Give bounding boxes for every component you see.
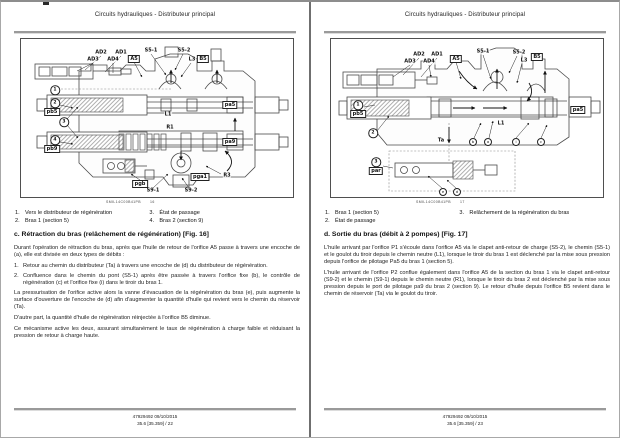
numbered-item: 2. Confluence dans le chemin du pont (S5-1) après être passée à travers l'orifice fixe (b), le contrôle de régénération (c) et l'orifice fixe (i) dans le tiroir du bras 1. <box>14 273 300 286</box>
section-heading: d. Sortie du bras (débit à 2 pompes) [Fig. 17] <box>324 231 468 238</box>
path-label-l3: L3 <box>520 57 528 64</box>
body-text <box>14 245 300 344</box>
figure-caption: SMIL14C00B41PB 17 <box>416 200 465 204</box>
path-label-s9-1: S9-1 <box>146 187 160 194</box>
path-label-s9-2: S9-2 <box>184 187 198 194</box>
legend-item: 2. État de passage <box>325 218 376 224</box>
section-heading: c. Rétraction du bras (relâchement de régénération) [Fig. 16] <box>14 231 209 238</box>
legend-item: 3. Relâchement de la régénération du bras <box>459 210 570 216</box>
legend-item: 3. État de passage <box>149 210 200 216</box>
callout-2: 2 <box>50 98 60 108</box>
path-label-r3: R3 <box>223 172 231 179</box>
callout-3: 3 <box>371 157 381 167</box>
port-label-pb9: pb9 <box>44 145 60 153</box>
path-label-s5-1: S5-1 <box>476 48 490 55</box>
port-label-pgb: pgb <box>132 180 148 188</box>
footer-doc-number: 47929492 09/10/2015 <box>442 414 488 419</box>
figure-16 <box>20 38 294 198</box>
port-label-pga1: pga1 <box>190 173 209 181</box>
detail-callout-a: a <box>484 138 492 146</box>
detail-callout-e: e <box>439 188 447 196</box>
callout-3: 3 <box>59 117 69 127</box>
footer-rule <box>324 408 606 410</box>
port-label-pa5: pa5 <box>222 101 237 109</box>
detail-callout-i: i <box>512 138 520 146</box>
paragraph: D'autre part, la quantité d'huile de régénération réinjectée à l'orifice B5 diminue. <box>14 315 211 321</box>
legend-item: 4. Bras 2 (section 9) <box>149 218 204 224</box>
port-label-b5: B5 <box>197 55 209 63</box>
detail-callout-c: c <box>537 138 545 146</box>
detail-callout-b: b <box>469 138 477 146</box>
detail-callout-d: d <box>453 188 461 196</box>
header-rule <box>324 31 606 33</box>
legend-item: 2. Bras 1 (section 5) <box>15 218 69 224</box>
path-label-ta: Ta <box>437 137 445 144</box>
path-label-s5-2: S5-2 <box>177 47 191 54</box>
running-header: Circuits hydrauliques - Distributeur principal <box>94 12 216 18</box>
port-label-pb5: pb5 <box>44 108 60 116</box>
port-label-pa9: pa9 <box>222 138 237 146</box>
callout-4: 4 <box>50 135 60 145</box>
port-label-a5: A5 <box>128 55 140 63</box>
port-label-ad1: AD1 <box>431 51 443 58</box>
figure-legend <box>15 209 301 225</box>
paragraph: L'huile arrivant de l'orifice P2 conflue également dans l'orifice A5 de la section du bras 1 via le clapet anti-retour (S9-2) et le chemin (S9-1) depuis le chemin neutre (R1), lorsque le tiroir du bras 2 est déclenché par la mise sous pression depuis le port de pilotage pa9 du bras 2 (section 9). Le retour d'huile depuis l'orifice B5 revient dans le chemin de réservoir (Ta) via le goulot du tiroir. <box>324 270 610 297</box>
callout-1: 1 <box>50 85 60 95</box>
legend-item: 1. Vers le distributeur de régénération <box>15 210 113 216</box>
numbered-item: 1. Retour au chemin du distributeur (Ta) à travers une encoche de (d) du distributeur de régénération. <box>14 263 268 269</box>
port-label-ad3: AD3 <box>87 56 99 63</box>
callout-2: 2 <box>368 128 378 138</box>
port-label-a5: A5 <box>450 55 462 63</box>
path-label-l1: L1 <box>164 111 172 118</box>
paragraph: La pressurisation de l'orifice active alors la vanne d'évacuation de la régénération du bras (e), puis augmente la surface d'ouverture de l'encoche de (d) afin d'augmenter la quantité d'huile qui revient vers le chemin du réservoir (Ta). <box>14 290 300 310</box>
footer-page-number: 35.6 [35.359] / 22 <box>137 420 173 426</box>
path-label-s5-1: S5-1 <box>144 47 158 54</box>
port-label-pa5: pa5 <box>570 106 585 114</box>
running-header: Circuits hydrauliques - Distributeur principal <box>404 12 526 18</box>
port-label-b5: B5 <box>531 53 543 61</box>
footer-doc-number: 47929492 09/10/2015 <box>132 414 178 419</box>
port-label-ad4: AD4 <box>423 58 435 65</box>
path-label-l1: L1 <box>497 120 505 127</box>
path-label-s5-2: S5-2 <box>512 49 526 56</box>
port-label-ad1: AD1 <box>115 49 127 56</box>
footer-page-number: 35.6 [35.359] / 23 <box>447 420 483 426</box>
port-label-ad2: AD2 <box>413 51 425 58</box>
figure-legend <box>325 209 611 225</box>
page-footer <box>1 414 309 427</box>
callout-1: 1 <box>353 100 363 110</box>
path-label-r1: R1 <box>166 124 174 131</box>
paragraph: L'huile arrivant par l'orifice P1 s'écoule dans l'orifice A5 via le clapet anti-retour de charge (S5-2), le chemin (S5-1) et le goulot du tiroir depuis le chemin neutre (L1), lorsque le tiroir du bras 1 est déclenché par la mise sous pression depuis l'orifice de pilotage Pa5 du bras 1 (section 5). <box>324 245 610 265</box>
page-footer <box>311 414 619 427</box>
paragraph: Ce mécanisme active les deux, assurant simultanément le taux de régénération à charge faible et réduisant la pression de retour à charge haute. <box>14 326 300 339</box>
paragraph: Durant l'opération de rétraction du bras, après que l'huile de retour de l'orifice A5 passe à travers une encoche de (a), elle est divisée en deux types de débits : <box>14 245 300 258</box>
document-page-23 <box>311 2 619 438</box>
document-page-22 <box>1 2 309 438</box>
port-label-par: par <box>369 167 383 175</box>
port-label-ad4: AD4 <box>107 56 119 63</box>
port-label-pb5: pb5 <box>350 110 366 118</box>
port-label-ad2: AD2 <box>95 49 107 56</box>
body-text <box>324 245 610 302</box>
header-rule <box>14 31 296 33</box>
footer-rule <box>14 408 296 410</box>
figure-17 <box>330 38 604 198</box>
figure-caption: SMIL14C00B41PB 16 <box>106 200 155 204</box>
path-label-l3: L3 <box>188 56 196 63</box>
port-label-ad3: AD3 <box>404 58 416 65</box>
legend-item: 1. Bras 1 (section 5) <box>325 210 379 216</box>
